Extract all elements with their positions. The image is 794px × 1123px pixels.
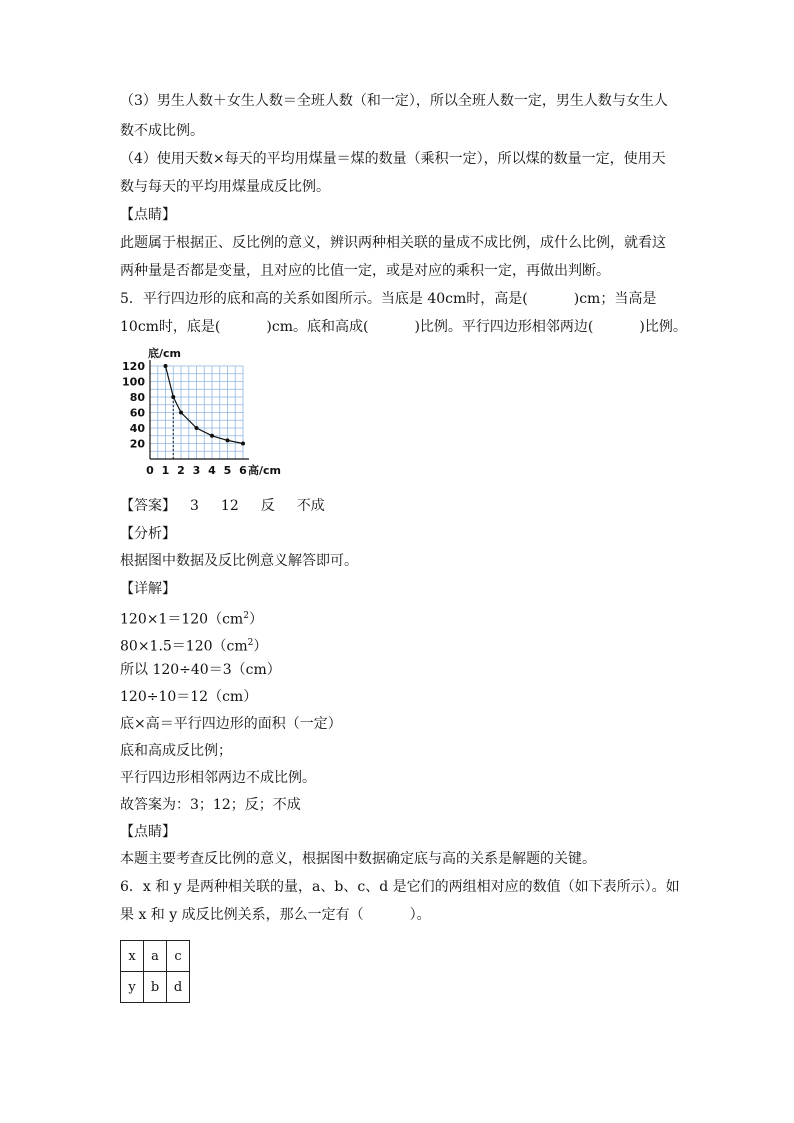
- text-line: $120\times 1=120(cm^2)$: [120, 611, 263, 628]
- y-tick-label: 100: [122, 375, 145, 389]
- y-tick-label: 20: [129, 437, 145, 451]
- text-line: 本题主要考查反比例的意义，根据图中数据确定底与高的关系是解题的关键。: [120, 851, 596, 867]
- data-point: [210, 434, 214, 438]
- x-tick-label: 0: [146, 464, 154, 477]
- table-cell: d: [167, 972, 190, 1003]
- question-5-line-2: 10cm时，底是( )cm。底和高成( )比例。平行四边形相邻两边( )比例。: [120, 319, 687, 335]
- table-cell: x: [121, 941, 144, 972]
- answer-label: 【答案】: [120, 498, 176, 514]
- text-line: 根据图中数据及反比例意义解答即可。: [120, 553, 358, 569]
- text-line: 所以 120÷40＝3（cm）: [120, 662, 281, 678]
- y-tick-label: 80: [129, 391, 145, 404]
- data-point: [241, 442, 245, 446]
- section-label: 【点睛】: [120, 207, 176, 223]
- y-tick-label: 120: [122, 360, 145, 373]
- x-tick-label: 1: [161, 464, 170, 477]
- table-cell: a: [144, 941, 167, 972]
- answer-value: 反: [260, 498, 275, 514]
- table-row: [121, 972, 190, 1003]
- text-line: （3）男生人数＋女生人数＝全班人数（和一定），所以全班人数一定，男生人数与女生人: [120, 93, 668, 109]
- data-point: [164, 364, 168, 368]
- x-tick-label: 3: [192, 464, 201, 477]
- section-label: 【详解】: [120, 581, 176, 597]
- text-line: 120÷10＝12（cm）: [120, 689, 258, 705]
- answer-value: 不成: [296, 498, 325, 514]
- x-tick-label: 4: [208, 464, 216, 477]
- table-cell: c: [167, 941, 190, 972]
- text-line: 数不成比例。: [120, 123, 204, 139]
- data-point: [179, 411, 183, 415]
- y-tick-label: 60: [129, 406, 145, 420]
- base-height-chart: [110, 342, 300, 487]
- data-point: [226, 438, 230, 442]
- x-tick-label: 2: [177, 464, 185, 477]
- x-tick-label: 6: [239, 464, 247, 477]
- answer-value: 12: [220, 498, 239, 514]
- y-tick-label: 40: [129, 422, 145, 435]
- text-line: 底×高＝平行四边形的面积（一定）: [120, 716, 342, 732]
- text-line: 数与每天的平均用煤量成反比例。: [120, 179, 330, 195]
- table-cell: y: [121, 972, 144, 1003]
- table-row: [121, 941, 190, 972]
- xy-table: [120, 940, 190, 1003]
- x-axis-label: 高/cm: [248, 464, 281, 477]
- text-line: 两种量是否都是变量，且对应的比值一定，或是对应的乘积一定，再做出判断。: [120, 263, 610, 279]
- text-line: 平行四边形相邻两边不成比例。: [120, 770, 316, 786]
- question-5-line-1: 5．平行四边形的底和高的关系如图所示。当底是 40cm时，高是( )cm；当高是: [120, 291, 657, 307]
- question-6-line-1: 6．x 和 y 是两种相关联的量，a、b、c、d 是它们的两组相对应的数值（如下表所示）。如: [120, 879, 680, 895]
- text-line: $80\times 1.5=120(cm^2)$: [120, 638, 268, 655]
- y-axis-label: 底/cm: [148, 347, 181, 360]
- table-cell: b: [144, 972, 167, 1003]
- text-line: 故答案为：3；12；反；不成: [120, 797, 301, 813]
- text-line: 此题属于根据正、反比例的意义，辨识两种相关联的量成不成比例，成什么比例，就看这: [120, 235, 666, 251]
- question-6-line-2: 果 x 和 y 成反比例关系，那么一定有（ ）。: [120, 907, 431, 923]
- answer-line: [120, 497, 347, 515]
- data-point: [195, 426, 199, 430]
- section-label: 【点睛】: [120, 824, 176, 840]
- section-label: 【分析】: [120, 526, 176, 542]
- data-point: [171, 395, 175, 399]
- text-line: 底和高成反比例；: [120, 743, 232, 759]
- text-line: （4）使用天数×每天的平均用煤量＝煤的数量（乘积一定），所以煤的数量一定，使用天: [120, 151, 666, 167]
- x-tick-label: 5: [223, 464, 232, 477]
- answer-value: 3: [190, 498, 199, 514]
